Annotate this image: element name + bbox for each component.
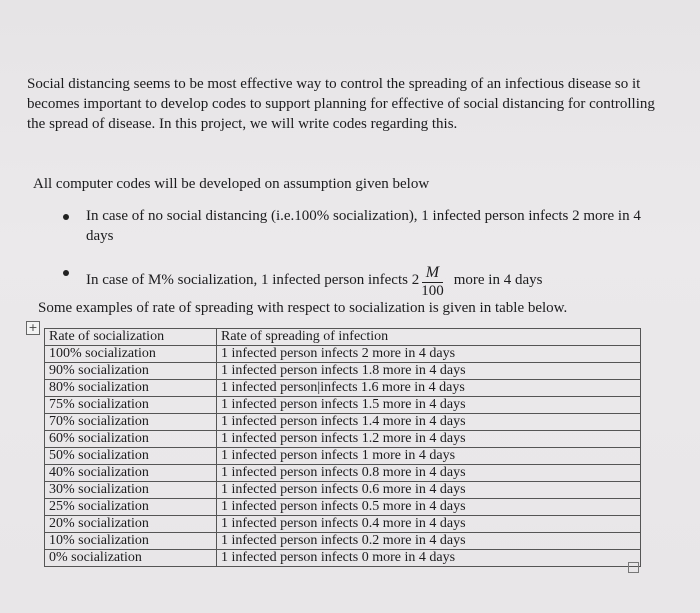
table-row	[45, 363, 641, 380]
table-header-cell[interactable]: Rate of socialization	[45, 329, 217, 346]
table-cell[interactable]: 1 infected person infects 1.8 more in 4 days	[217, 363, 641, 380]
table-cell[interactable]: 1 infected person infects 0.8 more in 4 days	[217, 465, 641, 482]
intro-paragraph: Social distancing seems to be most effective way to control the spreading of an infectious disease so it becomes important to develop codes to support planning for effective of social distancing for controlling the spread of disease. In this project, we will write codes regarding this.	[27, 76, 655, 132]
table-cell[interactable]: 1 infected person infects 1.2 more in 4 days	[217, 431, 641, 448]
table-row	[45, 499, 641, 516]
fraction	[421, 264, 444, 300]
table-cell[interactable]: 50% socialization	[45, 448, 217, 465]
move-handle-icon[interactable]: +	[26, 321, 40, 335]
fraction-denominator: 100	[421, 283, 444, 299]
examples-text: Some examples of rate of spreading with respect to socialization is given in table below.	[38, 300, 568, 316]
table-header-row	[45, 329, 641, 346]
table-row	[45, 397, 641, 414]
table-cell[interactable]: 1 infected person infects 2 more in 4 days	[217, 346, 641, 363]
table-row	[45, 414, 641, 431]
table-cell[interactable]: 10% socialization	[45, 533, 217, 550]
table-row	[45, 448, 641, 465]
table-cell[interactable]: 1 infected person infects 1 more in 4 days	[217, 448, 641, 465]
table-cell[interactable]: 1 infected person infects 1.5 more in 4 days	[217, 397, 641, 414]
bullet-text-socialization-suffix: more in 4 days	[453, 272, 543, 288]
table-row	[45, 550, 641, 567]
table-cell[interactable]: 80% socialization	[45, 380, 217, 397]
table-cell[interactable]: 1 infected person infects 0.4 more in 4 days	[217, 516, 641, 533]
table-row	[45, 533, 641, 550]
table-cell[interactable]: 1 infected person infects 0.6 more in 4 days	[217, 482, 641, 499]
assumption-list	[60, 206, 660, 298]
table-row	[45, 431, 641, 448]
list-item	[60, 262, 660, 298]
table-row	[45, 465, 641, 482]
table-cell[interactable]: 20% socialization	[45, 516, 217, 533]
assumption-heading: All computer codes will be developed on assumption given below	[33, 176, 430, 192]
bullet-text-socialization-prefix: In case of M% socialization, 1 infected person infects 2	[86, 272, 420, 288]
table-header-cell[interactable]: Rate of spreading of infection	[217, 329, 641, 346]
table-cell[interactable]: 100% socialization	[45, 346, 217, 363]
resize-handle-icon[interactable]	[628, 562, 639, 573]
table-row	[45, 516, 641, 533]
table-cell[interactable]: 1 infected person infects 0.5 more in 4 days	[217, 499, 641, 516]
bullet-text-no-distancing: In case of no social distancing (i.e.100% socialization), 1 infected person infects 2 more in 4 days	[86, 208, 641, 244]
table-cell[interactable]: 0% socialization	[45, 550, 217, 567]
table-cell[interactable]: 70% socialization	[45, 414, 217, 431]
table-cell[interactable]: 1 infected person infects 0.2 more in 4 days	[217, 533, 641, 550]
table-cell[interactable]: 1 infected person infects 0 more in 4 days	[217, 550, 641, 567]
fraction-numerator: M	[422, 264, 443, 283]
table-cell[interactable]: 1 infected person infects 1.4 more in 4 days	[217, 414, 641, 431]
table-cell[interactable]: 40% socialization	[45, 465, 217, 482]
table-cell[interactable]: 25% socialization	[45, 499, 217, 516]
table-row	[45, 380, 641, 397]
table-cell[interactable]: 60% socialization	[45, 431, 217, 448]
bullet-icon	[63, 214, 69, 220]
table-row	[45, 346, 641, 363]
list-item	[60, 206, 646, 246]
bullet-icon	[63, 270, 69, 276]
table-cell[interactable]: 90% socialization	[45, 363, 217, 380]
table-cell[interactable]: 75% socialization	[45, 397, 217, 414]
table-row	[45, 482, 641, 499]
table-cell[interactable]: 30% socialization	[45, 482, 217, 499]
socialization-table	[44, 328, 641, 567]
table-cell[interactable]: 1 infected person|infects 1.6 more in 4 days	[217, 380, 641, 397]
